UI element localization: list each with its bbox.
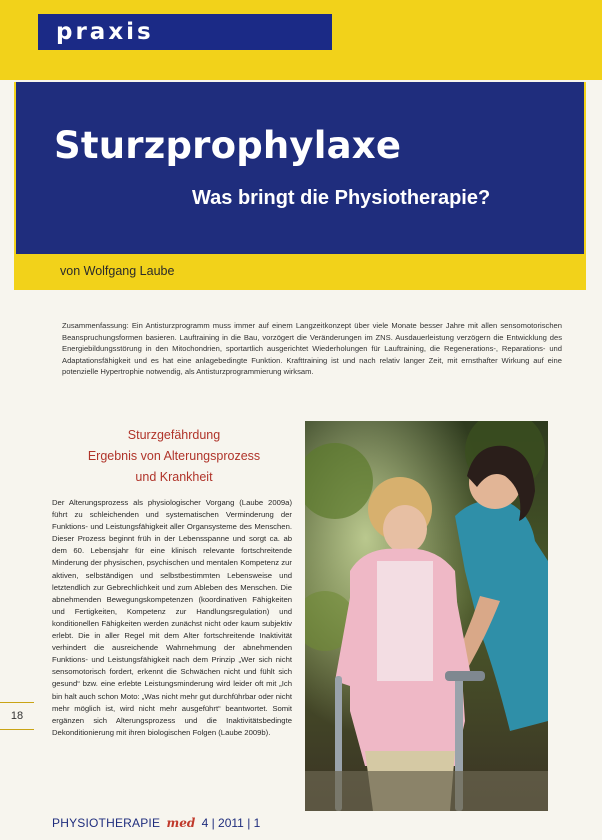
- page-number: 18: [0, 702, 34, 730]
- footer-magazine-name: PHYSIOTHERAPIE: [52, 816, 161, 830]
- footer: [52, 816, 260, 830]
- author-byline: von Wolfgang Laube: [60, 264, 175, 278]
- article-header: [14, 82, 586, 254]
- article-title: Sturzprophylaxe: [54, 124, 402, 167]
- section-heading: [46, 425, 302, 488]
- author-band: [14, 254, 586, 290]
- section-heading-line-2: Ergebnis von Alterungsprozess: [87, 449, 261, 463]
- abstract-text: Zusammenfassung: Ein Antisturzprogramm muss immer auf einem Langzeitkonzept über viele Monate besser Jahre mit allen sensomotorischen Beanspruchungsformen basieren. Lauftraining in die Bau, vorzögert die Veränderungen im ZNS. Ausdauerleistung verzögern die Entwicklung des Energiebildungsstörung in den Mitochondrien, sportartlich ausgerichtet Wiederholungen für Lauftraining, die Regenerations-, Reparations- und Adaptationsfähigkeit und es hat eine anlagebedingte Funktion. Krafttraining ist und nach relativ langer Zeit, mit ernsthafter Wirkung auf eine potenzielle Hypertrophie notwendig, als Antisturzprogrammierung wirksam.: [62, 321, 562, 377]
- body-text: Der Alterungsprozess als physiologischer Vorgang (Laube 2009a) führt zu schleichenden und systematischen Verminderung der Funktions- und Leistungsfähigkeit aller Organsysteme des Menschen. Dieser Prozess beginnt früh in der Lebensspanne und sorgt ca. ab dem 60. Lebensjahr für eine klinisch relevante fortschreitende Minderung der physischen, psychischen und mentalen Kompetenz zur aktiven, selbständigen und selbstbestimmten Lebensweise und letztendlich zur Gebrechlichkeit und zum Ableben des Menschen. Die abnehmenden Bewegungskompetenzen (koordinativen Fähigkeiten und Fertigkeiten, Kompetenz zur Handlungsregulation) und konditionellen Fähigkeiten werden zunächst nicht oder kaum subjektiv erlebt. Die in aller Regel mit dem Alter fortschreitende Inaktivität verhindert die ausreichende Wahrnehmung der abnehmenden Funktions- und Leistungsfähigkeit nach dem Prinzip „Wer sich nicht sensomotorisch fordert, erkennt die Schwächen nicht und fühlt sich gesund“ bzw. eine erlebte Leistungsminderung wird leider oft mit „Ich bin halt auch schon Moto: „Was nicht mehr gut durchführbar oder nicht mehr möglich ist, wird nicht mehr ausgeführt“ beantwortet. Somit ergänzen sich Alterungsprozess und die Inaktivitätsbedingte Dekonditionierung mit ihren biologischen Folgen (Laube 2009b).: [52, 498, 292, 737]
- top-yellow-band: [0, 0, 602, 80]
- article-subtitle: Was bringt die Physiotherapie?: [192, 187, 491, 209]
- section-heading-line-3: und Krankheit: [135, 470, 213, 484]
- section-heading-line-1: Sturzgefährdung: [127, 428, 221, 442]
- section-tab: praxis: [38, 14, 332, 50]
- article-photo: [305, 421, 548, 811]
- footer-med-logo: med: [166, 816, 196, 830]
- footer-issue: 4 | 2011 | 1: [201, 816, 261, 830]
